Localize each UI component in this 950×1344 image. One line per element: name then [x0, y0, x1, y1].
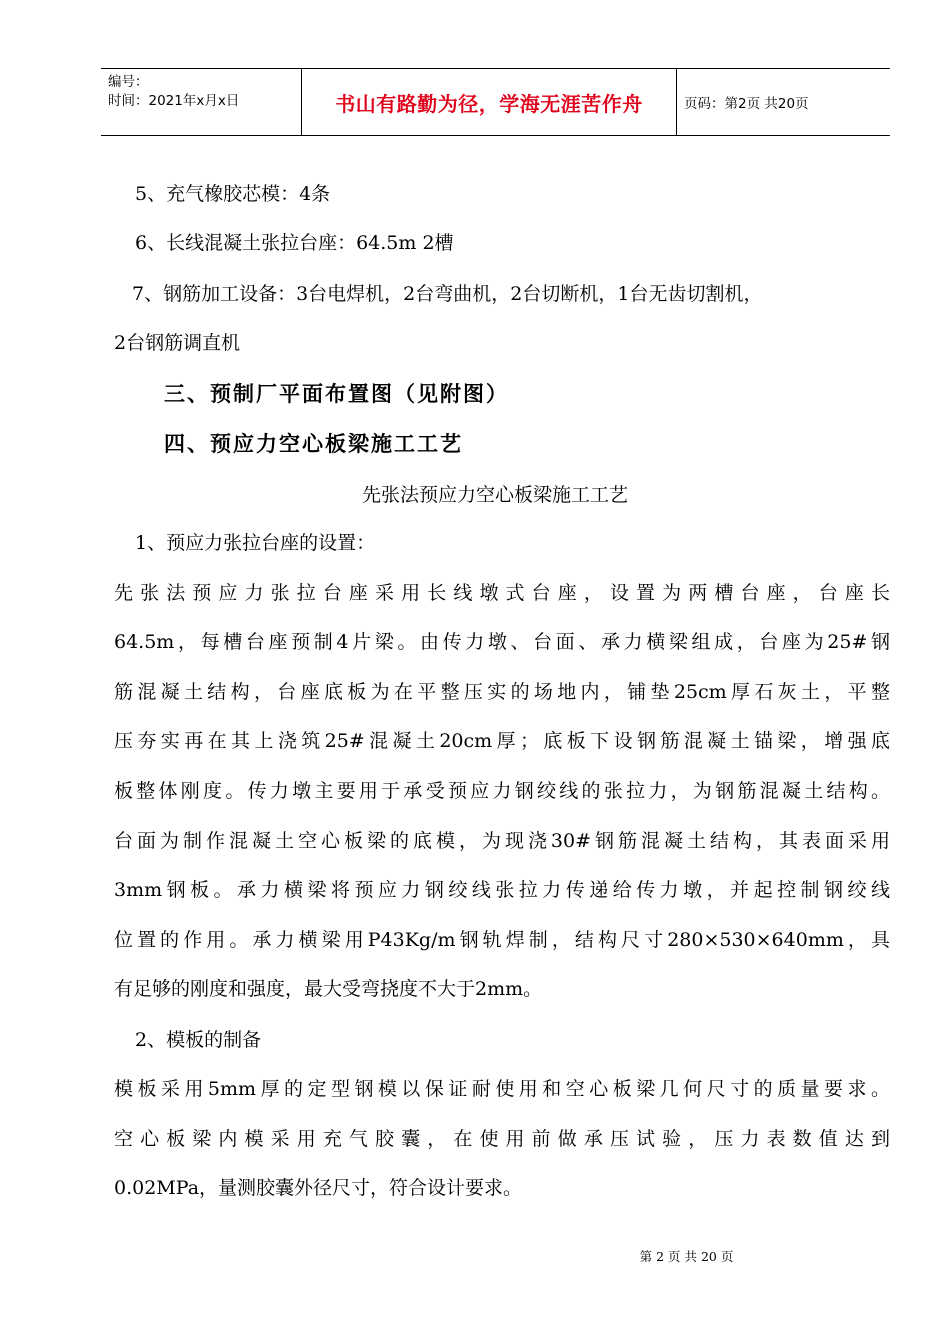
para2-line-2: 空心板梁内模采用充气胶囊，在使用前做承压试验，压力表数值达到	[114, 1128, 890, 1150]
para1-line-9: 有足够的刚度和强度，最大受弯挠度不大于2mm。	[114, 978, 543, 1000]
para1-line-5: 板整体刚度。传力墩主要用于承受预应力钢绞线的张拉力，为钢筋混凝土结构。	[114, 780, 890, 802]
serial-label: 编号：	[108, 74, 149, 90]
para1-line-4: 压夯实再在其上浇筑25#混凝土20cm厚；底板下设钢筋混凝土锚梁，增强底	[114, 730, 890, 752]
header-divider-right	[676, 69, 677, 135]
page-header	[101, 68, 890, 136]
section-3-heading: 三、预制厂平面布置图（见附图）	[164, 382, 509, 406]
time-label: 时间：2021年x月x日	[108, 93, 240, 109]
equipment-line-6: 6、长线混凝土张拉台座：64.5m 2槽	[135, 232, 454, 254]
equipment-line-7-cont: 2台钢筋调直机	[114, 332, 241, 354]
para2-line-1: 模板采用5mm厚的定型钢模以保证耐使用和空心板梁几何尺寸的质量要求。	[114, 1078, 890, 1100]
para1-line-8: 位置的作用。承力横梁用P43Kg/m钢轨焊制，结构尺寸280×530×640mm，具	[114, 929, 890, 951]
section-4-heading: 四、预应力空心板梁施工工艺	[164, 432, 463, 456]
para1-line-6: 台面为制作混凝土空心板梁的底模，为现浇30#钢筋混凝土结构，其表面采用	[114, 830, 890, 852]
subtitle: 先张法预应力空心板梁施工工艺	[361, 484, 628, 506]
header-meta	[108, 73, 239, 111]
item-1-title: 1、预应力张拉台座的设置：	[135, 532, 376, 554]
page-footer: 第 2 页 共 20 页	[639, 1249, 734, 1264]
equipment-line-7: 7、钢筋加工设备：3台电焊机，2台弯曲机，2台切断机，1台无齿切割机，	[132, 283, 763, 305]
equipment-line-5: 5、充气橡胶芯模：4条	[135, 183, 331, 205]
para1-line-3: 筋混凝土结构，台座底板为在平整压实的场地内，铺垫25cm厚石灰土，平整	[114, 681, 890, 703]
para1-line-7: 3mm钢板。承力横梁将预应力钢绞线张拉力传递给传力墩，并起控制钢绞线	[114, 879, 890, 901]
para1-line-2: 64.5m，每槽台座预制4片梁。由传力墩、台面、承力横梁组成，台座为25#钢	[114, 631, 890, 653]
para1-line-1: 先张法预应力张拉台座采用长线墩式台座，设置为两槽台座，台座长	[114, 582, 890, 604]
para2-line-3: 0.02MPa，量测胶囊外径尺寸，符合设计要求。	[114, 1177, 523, 1199]
item-2-title: 2、模板的制备	[135, 1029, 262, 1051]
header-page-info: 页码：第2页 共20页	[684, 96, 809, 112]
header-motto: 书山有路勤为径，学海无涯苦作舟	[335, 91, 643, 116]
